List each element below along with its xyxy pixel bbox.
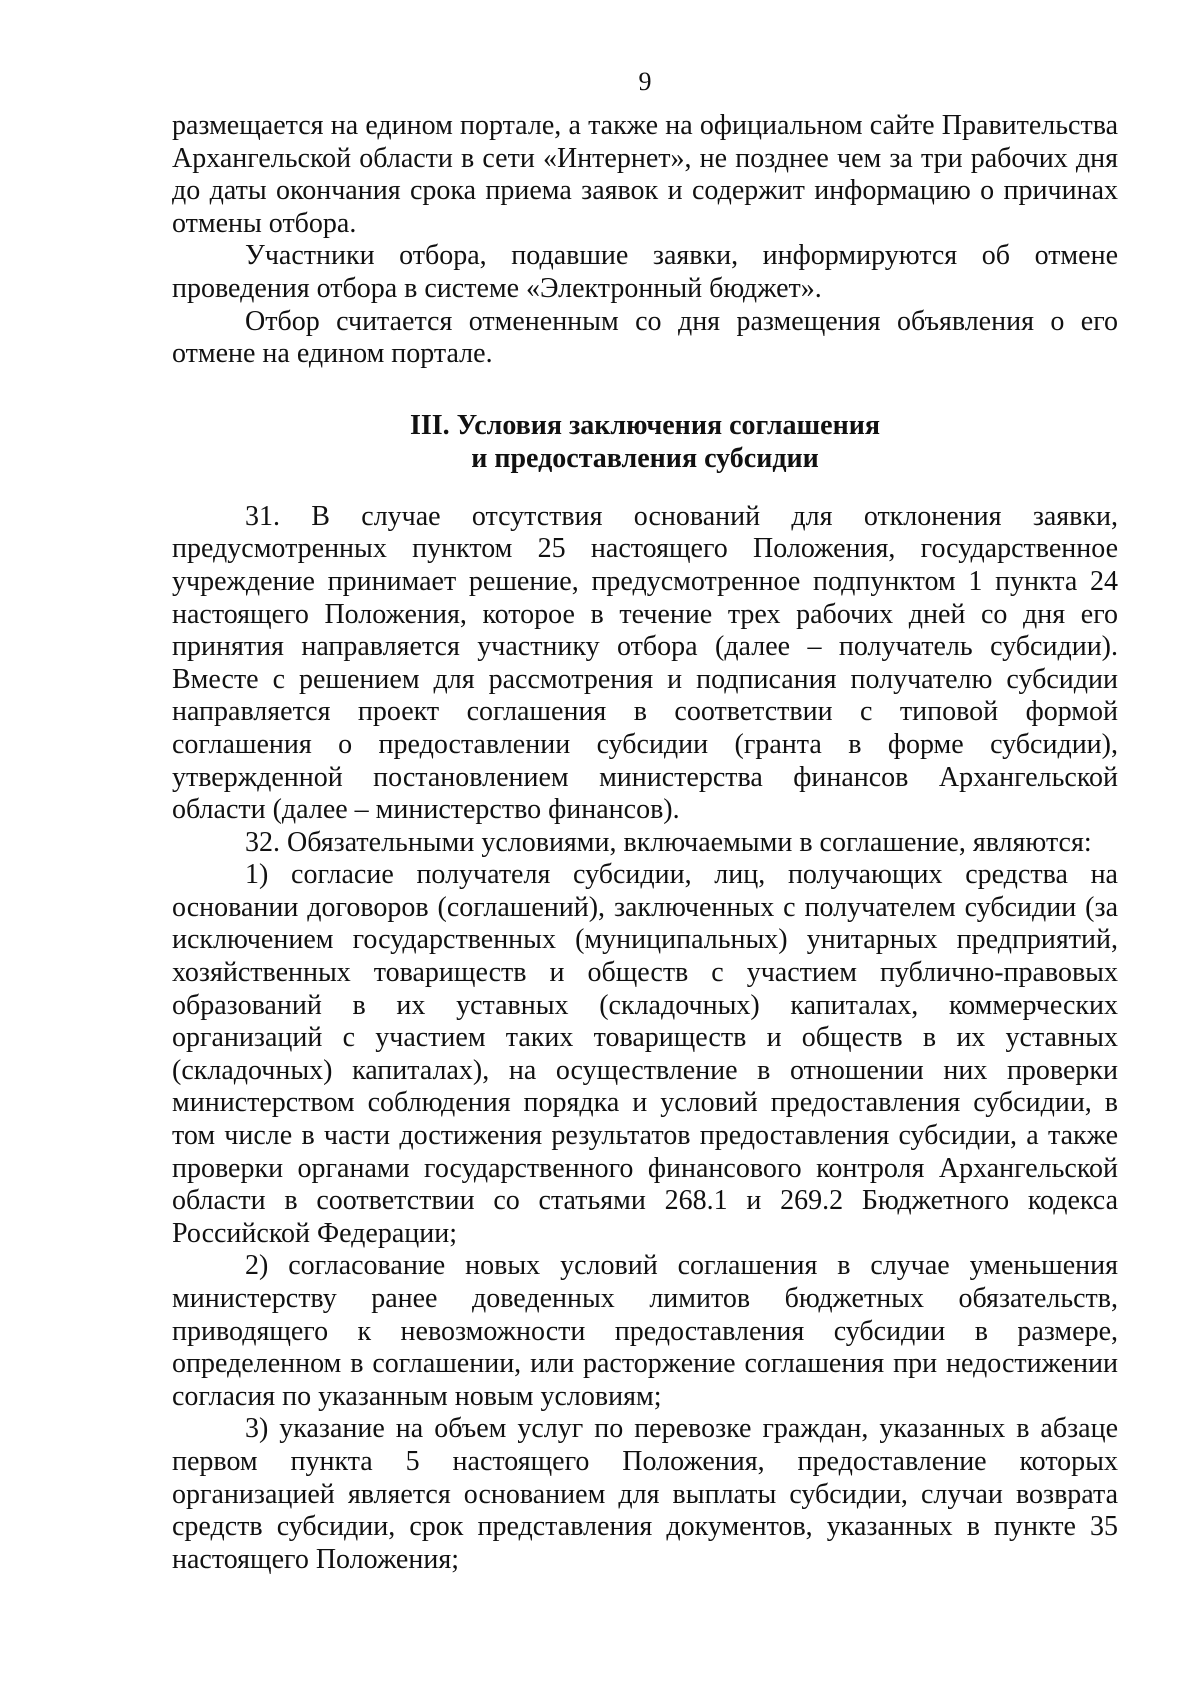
section-heading-line-1: III. Условия заключения соглашения [409,409,881,441]
paragraph-32-item-3: 3) указание на объем услуг по перевозке граждан, указанных в абзаце первом пункта 5 настоящего Положения, предоставление которых организацией является основанием для выплаты субсидии, случаи возврата средств субсидии, срок представления документов, указанных в пункте 35 настоящего Положения; [172,1413,1118,1575]
paragraph-32-item-1: 1) согласие получателя субсидии, лиц, получающих средства на основании договоров (соглашений), заключенных с получателем субсидии (за исключением государственных (муниципальных) унитарных предприятий, хозяйственных товариществ и обществ с участием публично-правовых образований в их уставных (складочных) капиталах, коммерческих организаций с участием таких товариществ и обществ в их уставных (складочных) капиталах), на осуществление в отношении них проверки министерством соблюдения порядка и условий предоставления субсидии, в том числе в части достижения результатов предоставления субсидии, а также проверки органами государственного финансового контроля Архангельской области в соответствии со статьями 268.1 и 269.2 Бюджетного кодекса Российской Федерации; [172,859,1118,1249]
section-heading-line-2: и предоставления субсидии [471,442,819,474]
paragraph-32: 32. Обязательными условиями, включаемыми в соглашение, являются: [245,826,1092,858]
section-heading [172,409,1118,475]
page-number: 9 [638,67,652,96]
paragraph-31: 31. В случае отсутствия оснований для отклонения заявки, предусмотренных пунктом 25 настоящего Положения, государственное учреждение принимает решение, предусмотренное подпунктом 1 пункта 24 настоящего Положения, которое в течение трех рабочих дней со дня его принятия направляется участнику отбора (далее – получатель субсидии). Вместе с решением для рассмотрения и подписания получателю субсидии направляется проект соглашения в соответствии с типовой формой соглашения о предоставлении субсидии (гранта в форме субсидии), утвержденной постановлением министерства финансов Архангельской области (далее – министерство финансов). [172,500,1118,826]
paragraph-32-item-2: 2) согласование новых условий соглашения в случае уменьшения министерству ранее доведенных лимитов бюджетных обязательств, приводящего к невозможности предоставления субсидии в размере, определенном в соглашении, или расторжение соглашения при недостижении согласия по указанным новым условиям; [172,1250,1118,1412]
paragraph-intro-3: Отбор считается отмененным со дня размещения объявления о его отмене на едином портале. [172,305,1118,370]
document-page [172,66,1118,1576]
paragraph-intro-2: Участники отбора, подавшие заявки, информируются об отмене проведения отбора в системе «Электронный бюджет». [172,240,1118,304]
paragraph-intro-1: размещается на едином портале, а также на официальном сайте Правительства Архангельской области в сети «Интернет», не позднее чем за три рабочих дня до даты окончания срока приема заявок и содержит информацию о причинах отмены отбора. [172,110,1118,239]
